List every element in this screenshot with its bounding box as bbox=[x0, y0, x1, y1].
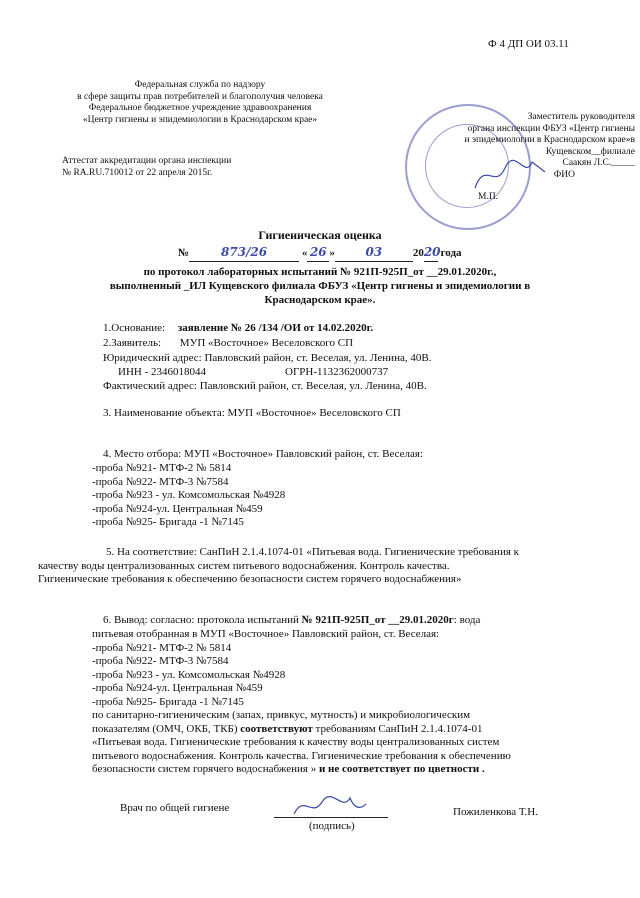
section-4-header: 4. Место отбора: МУП «Восточное» Павловский район, ст. Веселая: bbox=[103, 448, 423, 460]
section-6-line1 bbox=[103, 614, 603, 628]
approval-line: Заместитель руководителя bbox=[527, 112, 635, 122]
performed-line-2: Краснодарском крае». bbox=[264, 294, 376, 306]
section-5-line: 5. На соответствие: СанПиН 2.1.4.1074-01 «Питьевая вода. Гигиенические требования к bbox=[106, 546, 519, 558]
list-item: -проба №921- МТФ-2 № 5814 bbox=[92, 641, 232, 654]
list-item: -проба №925- Бригада -1 №7145 bbox=[92, 695, 244, 708]
section-5-line: качеству воды централизованных систем питьевого водоснабжения. Контроль качества. bbox=[38, 559, 450, 572]
applicant-name: МУП «Восточное» Веселовского СП bbox=[179, 337, 354, 349]
list-item: -проба №921- МТФ-2 № 5814 bbox=[92, 462, 232, 474]
section-6-text: показателям (ОМЧ, ОКБ, ТКБ) bbox=[92, 722, 241, 735]
section-1-label: 1.Основание: bbox=[103, 322, 166, 334]
list-item: -проба №922- МТФ-3 №7584 bbox=[92, 655, 229, 667]
quote-open: « bbox=[301, 247, 308, 259]
section-6-nonconformity: и не соответствует по цветности . bbox=[318, 763, 485, 775]
section-6-body bbox=[92, 628, 612, 777]
section-3: 3. Наименование объекта: МУП «Восточное» Веселовского СП bbox=[103, 407, 401, 419]
section-2-label: 2.Заявитель: bbox=[103, 337, 162, 349]
section-6-line: питьевого водоснабжения. Контроль качества. Гигиенические требования к обеспечению bbox=[92, 749, 511, 762]
section-6-text: 6. Вывод: согласно: протокола испытаний bbox=[103, 614, 302, 626]
org-line: «Центр гигиены и эпидемиологии в Краснодарском крае» bbox=[82, 114, 318, 125]
signature-caption: (подпись) bbox=[309, 820, 355, 832]
year-suffix: года bbox=[440, 247, 462, 259]
approval-signature bbox=[470, 150, 550, 200]
signer-signature bbox=[290, 790, 370, 822]
section-6-text: : вода bbox=[453, 614, 481, 626]
signer-role: Врач по общей гигиене bbox=[120, 802, 230, 814]
list-item: -проба №924-ул. Центральная №459 bbox=[92, 682, 263, 694]
actual-address: Фактический адрес: Павловский район, ст. Веселая, ул. Ленина, 40В. bbox=[103, 380, 427, 392]
section-6-text: требованиям СанПиН 2.1.4.1074-01 bbox=[312, 722, 483, 735]
section-6-line: по санитарно-гигиеническим (запах, привкус, мутность) и микробиологическим bbox=[92, 709, 471, 721]
section-4-list bbox=[92, 462, 612, 530]
section-6-conclusion: соответствуют bbox=[240, 722, 313, 735]
section-6-protocol: № 921П-925П_от __29.01.2020г bbox=[301, 614, 454, 626]
list-item: -проба №923 - ул. Комсомольская №4928 bbox=[92, 668, 286, 681]
approval-fio: ФИО bbox=[553, 169, 575, 180]
accreditation bbox=[62, 156, 231, 179]
accreditation-line: Аттестат аккредитации органа инспекции bbox=[62, 156, 232, 166]
list-item: -проба №924-ул. Центральная №459 bbox=[92, 502, 263, 515]
org-line: Федеральное бюджетное учреждение здравоохранения bbox=[88, 103, 312, 113]
handwritten-day: 26 bbox=[309, 245, 327, 259]
section-4 bbox=[103, 448, 623, 462]
section-1 bbox=[103, 322, 603, 336]
handwritten-year: 20 bbox=[423, 245, 441, 259]
section-6-line: «Питьевая вода. Гигиенические требования к качеству воды централизованных систем bbox=[92, 736, 500, 748]
section-2 bbox=[103, 337, 603, 351]
legal-address: Юридический адрес: Павловский район, ст. Веселая, ул. Ленина, 40В. bbox=[103, 352, 432, 364]
inn: ИНН - 2346018044 bbox=[118, 366, 206, 378]
document-title: Гигиеническая оценка bbox=[258, 228, 382, 242]
approval-line: Кущевском__филиале bbox=[545, 146, 635, 157]
handwritten-month: 03 bbox=[365, 245, 383, 259]
year-prefix: 20 bbox=[412, 247, 424, 259]
approval-line: и эпидемиологии в Краснодарском крае»в bbox=[464, 135, 635, 145]
section-5 bbox=[38, 546, 606, 587]
org-header bbox=[50, 80, 350, 126]
signer-name: Пожиленкова Т.Н. bbox=[453, 806, 538, 818]
performed-line: выполненный _ИЛ Кущевского филиала ФБУЗ «Центр гигиены и эпидемиологии в bbox=[109, 280, 531, 292]
section-6-line: питьевая отобранная в МУП «Восточное» Павловский район, ст. Веселая: bbox=[92, 628, 440, 640]
approval-mp: М.П. bbox=[478, 192, 499, 202]
list-item: -проба №923 - ул. Комсомольская №4928 bbox=[92, 489, 286, 501]
approval-line: Саакян Л.С._____ bbox=[562, 158, 635, 168]
list-item: -проба №925- Бригада -1 №7145 bbox=[92, 516, 244, 528]
org-line: в сфере защиты прав потребителей и благополучия человека bbox=[77, 91, 323, 102]
number-line bbox=[178, 246, 518, 262]
section-1-value: заявление № 26 /134 /ОИ от 14.02.2020г. bbox=[177, 322, 374, 334]
handwritten-number: 873/26 bbox=[220, 245, 268, 259]
org-line: Федеральная служба по надзору bbox=[134, 80, 266, 90]
quote-close: » bbox=[329, 247, 335, 259]
section-5-line: Гигиенические требования к обеспечению безопасности систем горячего водоснабжения» bbox=[38, 573, 462, 585]
number-prefix: № bbox=[178, 247, 190, 259]
section-6-text: безопасности систем горячего водоснабжения » bbox=[92, 763, 319, 775]
form-code: Ф 4 ДП ОИ 03.11 bbox=[488, 38, 569, 50]
ogrn: ОГРН-1132362000737 bbox=[285, 366, 389, 378]
protocol-line: по протокол лабораторных испытаний № 921П-925П_от __29.01.2020г., bbox=[143, 266, 497, 278]
list-item: -проба №922- МТФ-3 №7584 bbox=[92, 475, 229, 488]
approval-line: органа инспекции ФБУЗ «Центр гигиены bbox=[467, 123, 635, 134]
accreditation-number: № RA.RU.710012 от 22 апреля 2015г. bbox=[62, 167, 213, 178]
